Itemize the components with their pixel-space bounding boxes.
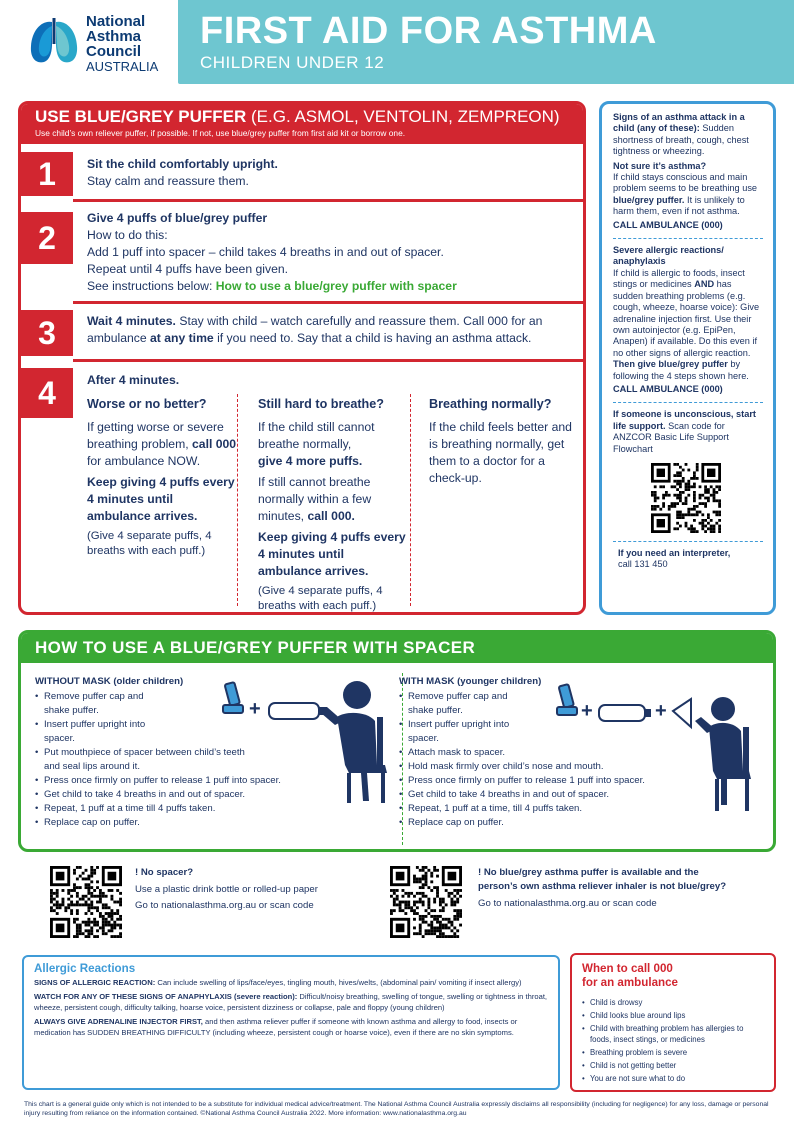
spacer-instructions-link[interactable]: How to use a blue/grey puffer with spacer — [215, 279, 457, 293]
not-sure-bold: Not sure it’s asthma? — [613, 160, 707, 171]
allergy-p1-text: Can include swelling of lips/face/eyes, tingling mouth, hives/welts, (abdominal pain/ vomiting if insect allergy) — [155, 978, 522, 987]
unconscious-rest: Scan code for ANZCOR Basic Life Support Flowchart — [613, 420, 729, 454]
logo — [28, 14, 178, 84]
step-4-bold: After 4 minutes. — [87, 373, 180, 387]
org-country: AUSTRALIA — [86, 59, 159, 74]
when-to-call-heading — [582, 962, 764, 990]
step-3 — [21, 304, 583, 362]
step-2-line3: Add 1 puff into spacer – child takes 4 breaths in and out of spacer. — [87, 245, 444, 259]
list-item: • Get child to take 4 breaths in and out of spacer. — [399, 788, 699, 802]
severe-heading: Severe allergic reactions/ anaphylaxis — [613, 245, 724, 267]
life-support-qr-code[interactable] — [651, 463, 721, 533]
severe-text3: by following the 4 steps shown here. — [613, 359, 749, 381]
without-mask-rest: (older children) — [110, 676, 184, 687]
step-1-line2: Stay calm and reassure them. — [87, 174, 249, 188]
list-item: • Replace cap on puffer. — [399, 816, 699, 830]
still-hard-heading: Still hard to breathe? — [258, 397, 384, 411]
severe-text-bold: Then give blue/grey puffer — [613, 359, 728, 370]
spacer-heading: HOW TO USE A BLUE/GREY PUFFER WITH SPACER — [21, 633, 773, 663]
list-item: • Attach mask to spacer. — [399, 746, 699, 760]
allergy-p3-bold: ALWAYS GIVE ADRENALINE INJECTOR FIRST, — [34, 1017, 203, 1026]
no-spacer-text — [135, 866, 385, 913]
no-puffer-line3: Go to nationalasthma.org.au or scan code — [478, 898, 657, 909]
not-sure-text1: If child stays conscious and main problem seems to be breathing use — [613, 172, 758, 194]
still-hard-column — [258, 396, 408, 615]
worse-p1b: call 000 — [192, 437, 237, 451]
step-2-line5-prefix: See instructions below: — [87, 279, 216, 293]
allergy-p1-bold: SIGNS OF ALLERGIC REACTION: — [34, 978, 156, 987]
no-spacer-qr-code[interactable] — [50, 866, 122, 938]
list-item: • Insert puffer upright into spacer. — [35, 718, 155, 746]
when-to-call-heading-1: When to call 000 — [582, 962, 673, 975]
step-3-number: 3 — [21, 310, 73, 356]
normal-p1: If the child feels better and is breathing normally, get them to a doctor for a check-up. — [429, 420, 572, 485]
spacer-icon — [269, 703, 327, 719]
org-line3: Council — [86, 43, 141, 60]
interpreter-phone: call 131 450 — [618, 559, 668, 570]
step-2-line2: How to do this: — [87, 228, 168, 242]
puffer-heading-bold: USE BLUE/GREY PUFFER — [35, 107, 247, 126]
column-divider — [410, 394, 411, 606]
step-3-text2c: if you need to. Say that a child is having an asthma attack. — [213, 331, 532, 345]
puffer-subheading: Use child’s own reliever puffer, if possible. If not, use blue/grey puffer from first aid kit or borrow one. — [35, 128, 406, 138]
allergy-p2-bold: WATCH FOR ANY OF THESE SIGNS OF ANAPHYLAXIS (severe reaction): — [34, 992, 298, 1001]
list-item: • You are not sure what to do — [582, 1073, 764, 1084]
allergic-reactions-heading: Allergic Reactions — [34, 962, 136, 975]
list-item: • Remove puffer cap and shake puffer. — [35, 690, 155, 718]
no-puffer-text — [478, 866, 778, 911]
puffer-steps-panel — [18, 101, 586, 615]
page-title: FIRST AID FOR ASTHMA — [200, 10, 657, 52]
step-2-line4: Repeat until 4 puffs have been given. — [87, 262, 289, 276]
signs-rest: Sudden shortness of breath, cough, chest tightness or wheezing. — [613, 123, 749, 157]
call-ambulance-2: CALL AMBULANCE (000) — [613, 383, 723, 394]
still-hard-p1b: give 4 more puffs. — [258, 454, 363, 468]
org-line1: National — [86, 13, 146, 30]
worse-p3: (Give 4 separate puffs, 4 breaths with each puff.) — [87, 530, 212, 557]
no-puffer-qr-code[interactable] — [390, 866, 462, 938]
without-mask-bold: WITHOUT MASK — [35, 676, 111, 687]
step-3-text2b: at any time — [150, 331, 214, 345]
allergic-reactions-panel — [22, 955, 560, 1090]
footer-disclaimer: This chart is a general guide only which is not intended to be a substitute for individual medical advice/treatment. The National Asthma Council Australia expressly disclaims all responsibility (including for negligence) for any loss, damage or personal injury resulting from reliance on the information contained. ©National Asthma Council Australia 2022. More information: www.nationalasthma.org.au — [24, 1101, 769, 1117]
no-spacer-line2: Use a plastic drink bottle or rolled-up paper — [135, 884, 318, 895]
step-2-text — [87, 210, 457, 295]
still-hard-p3: Keep giving 4 puffs every 4 minutes until ambulance arrives. — [258, 530, 406, 578]
column-divider — [237, 394, 238, 606]
list-item: • Child is drowsy — [582, 997, 764, 1008]
severe-text1: If child is allergic to foods, insect stings or medicines — [613, 267, 745, 290]
list-item: • Get child to take 4 breaths in and out of spacer. — [35, 788, 335, 802]
step-2 — [21, 202, 583, 304]
svg-text:+: + — [655, 700, 667, 722]
worse-column — [87, 396, 237, 563]
list-item: • Child looks blue around lips — [582, 1010, 764, 1021]
side-divider — [613, 402, 763, 403]
allergy-p3-text: and then asthma reliever puffer if someone with known asthma and allergy to food, insects or medication has SUDDEN BREATHING DIFFICULTY (including wheeze, persistent cough or hoarse voice), even if there are no skin symptoms. — [34, 1017, 518, 1037]
with-mask-bold: WITH MASK — [399, 676, 455, 687]
svg-text:+: + — [581, 700, 593, 722]
step-3-text1: Stay with child – watch carefully and reassure them. Call 000 for an — [175, 314, 543, 328]
puffer-heading — [35, 107, 560, 127]
list-item: • Repeat, 1 puff at a time, till 4 puffs taken. — [399, 802, 699, 816]
puffer-heading-light: (E.G. ASMOL, VENTOLIN, ZEMPREON) — [246, 107, 560, 126]
when-to-call-panel — [570, 953, 776, 1092]
list-item: • Insert puffer upright into spacer. — [399, 718, 519, 746]
signs-text — [613, 112, 763, 158]
with-mask-rest: (younger children) — [454, 676, 542, 687]
header — [0, 0, 794, 84]
list-item: • Child is not getting better — [582, 1060, 764, 1071]
child-figure-icon — [695, 697, 751, 811]
still-hard-p1: If the child still cannot breathe normally, — [258, 420, 375, 451]
step-1-text — [87, 156, 278, 190]
list-item: • Replace cap on puffer. — [35, 816, 335, 830]
step-2-number: 2 — [21, 212, 73, 264]
lungs-logo-icon — [28, 16, 80, 68]
unconscious-text — [613, 409, 763, 455]
worse-heading: Worse or no better? — [87, 397, 207, 411]
list-item: • Breathing problem is severe — [582, 1047, 764, 1058]
step-1 — [21, 144, 583, 202]
child-using-mask-illustration — [551, 675, 761, 815]
side-divider — [613, 541, 763, 542]
spacer-panel — [18, 630, 776, 852]
still-hard-p4: (Give 4 separate puffs, 4 breaths with each puff.) — [258, 585, 383, 612]
normal-column — [429, 396, 577, 491]
title-band — [178, 0, 794, 84]
call-ambulance-1: CALL AMBULANCE (000) — [613, 219, 723, 230]
spacer-icon — [599, 705, 651, 721]
puffer-icon — [557, 684, 577, 715]
severe-text2: has sudden breathing problems (e.g. cough, wheeze, hoarse voice): Give adrenaline injection first. Use their own autoinjector (e.g. EpiPen, Anapen) if available. Do this even if no other signs of allergic reaction. — [613, 279, 760, 358]
list-item: • Repeat, 1 puff at a time till 4 puffs taken. — [35, 802, 335, 816]
still-hard-p2b: call 000. — [307, 509, 355, 523]
allergy-p2-text: Difficult/noisy breathing, swelling of tongue, swelling or tightness in throat, wheeze, persistent cough, difficulty talking, hoarse voice, persistent dizziness or collapse, pale and floppy (young children) — [34, 992, 548, 1012]
step-3-text — [87, 313, 542, 347]
not-sure-text2: It is unlikely to harm them, even if not asthma. — [613, 194, 745, 217]
list-item: • Hold mask firmly over child’s nose and mouth. — [399, 760, 699, 774]
severe-and: AND — [694, 279, 715, 290]
unconscious-bold: If someone is unconscious, start life support. — [613, 409, 756, 431]
signs-bold: Signs of an asthma attack in a child (any of these): — [613, 112, 745, 134]
page-subtitle: CHILDREN UNDER 12 — [200, 53, 385, 72]
interpreter-bold: If you need an interpreter, — [618, 547, 731, 558]
side-divider — [613, 238, 763, 239]
list-item: • Put mouthpiece of spacer between child’s teeth and seal lips around it. — [35, 746, 255, 774]
step-2-bold: Give 4 puffs of blue/grey puffer — [87, 211, 268, 225]
not-sure-text-bold: blue/grey puffer. — [613, 194, 685, 205]
step-1-bold: Sit the child comfortably upright. — [87, 157, 278, 171]
worse-p2: Keep giving 4 puffs every 4 minutes until ambulance arrives. — [87, 475, 235, 523]
puffer-header — [21, 104, 583, 144]
no-spacer-heading: ! No spacer? — [135, 867, 194, 878]
step-4-text — [87, 372, 179, 389]
step-1-number: 1 — [21, 152, 73, 196]
step-4-number: 4 — [21, 368, 73, 418]
org-name — [86, 14, 158, 74]
worse-p1c: for ambulance NOW. — [87, 454, 201, 468]
list-item: • Remove puffer cap and shake puffer. — [399, 690, 519, 718]
when-to-call-list — [582, 997, 764, 1084]
when-to-call-heading-2: for an ambulance — [582, 976, 678, 989]
no-puffer-heading-1: ! No blue/grey asthma puffer is available and the — [478, 867, 699, 878]
severe-text — [613, 268, 763, 382]
still-hard-p2a: If still cannot breathe normally within a few minutes, — [258, 475, 372, 523]
no-spacer-line3: Go to nationalasthma.org.au or scan code — [135, 900, 314, 911]
not-sure-heading — [613, 161, 763, 172]
no-puffer-heading-2: person’s own asthma reliever inhaler is not blue/grey? — [478, 881, 727, 892]
step-3-text2a: ambulance — [87, 331, 151, 345]
svg-text:+: + — [249, 698, 261, 720]
org-line2: Asthma — [86, 28, 142, 45]
mask-icon — [673, 699, 691, 727]
child-figure-icon — [321, 681, 387, 803]
child-using-spacer-illustration — [217, 673, 397, 805]
list-item: • Press once firmly on puffer to release 1 puff into spacer. — [399, 774, 699, 788]
list-item: • Press once firmly on puffer to release 1 puff into spacer. — [35, 774, 335, 788]
side-info-panel — [599, 101, 776, 615]
list-item: • Child with breathing problem has allergies to foods, insect stings, or medicines — [582, 1023, 764, 1045]
normal-heading: Breathing normally? — [429, 397, 552, 411]
worse-p1a: If getting worse or severe breathing problem, — [87, 420, 224, 451]
step-3-bold: Wait 4 minutes. — [87, 314, 176, 328]
not-sure-text — [613, 172, 763, 218]
puffer-icon — [223, 682, 243, 713]
